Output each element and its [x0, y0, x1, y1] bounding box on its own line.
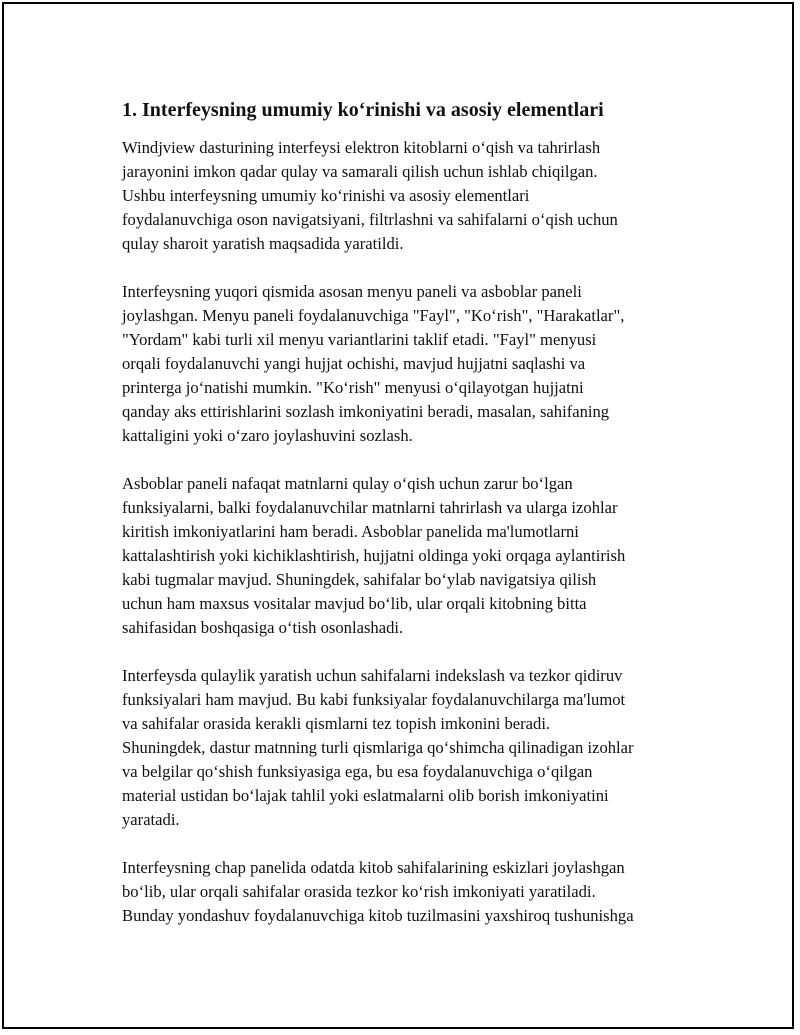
text-line: funksiyalarni, balki foydalanuvchilar matnlarni tahrirlash va ularga izohlar: [122, 498, 618, 517]
text-line: Shuningdek, dastur matnning turli qismlariga qo‘shimcha qilinadigan izohlar: [122, 738, 634, 757]
text-line: va sahifalar orasida kerakli qismlarni tez topish imkonini beradi.: [122, 714, 551, 733]
text-line: sahifasidan boshqasiga o‘tish osonlashadi.: [122, 618, 404, 637]
paragraph-1: [122, 136, 702, 256]
text-line: material ustidan bo‘lajak tahlil yoki eslatmalarni olib borish imkoniyatini: [122, 786, 609, 805]
text-line: Bunday yondashuv foydalanuvchiga kitob tuzilmasini yaxshiroq tushunishga: [122, 906, 634, 925]
text-line: foydalanuvchiga oson navigatsiyani, filtrlashni va sahifalarni o‘qish uchun: [122, 210, 618, 229]
text-line: uchun ham maxsus vositalar mavjud bo‘lib, ular orqali kitobning bitta: [122, 594, 587, 613]
text-line: printerga jo‘natishi mumkin. "Ko‘rish" menyusi o‘qilayotgan hujjatni: [122, 378, 584, 397]
text-line: qulay sharoit yaratish maqsadida yaratildi.: [122, 234, 404, 253]
text-line: kabi tugmalar mavjud. Shuningdek, sahifalar bo‘ylab navigatsiya qilish: [122, 570, 597, 589]
text-line: kiritish imkoniyatlarini ham beradi. Asboblar panelida ma'lumotlarni: [122, 522, 579, 541]
text-line: va belgilar qo‘shish funksiyasiga ega, bu esa foydalanuvchiga o‘qilgan: [122, 762, 593, 781]
text-line: jarayonini imkon qadar qulay va samarali qilish uchun ishlab chiqilgan.: [122, 162, 598, 181]
text-line: Windjview dasturining interfeysi elektron kitoblarni o‘qish va tahrirlash: [122, 138, 601, 157]
text-line: Ushbu interfeysning umumiy ko‘rinishi va asosiy elementlari: [122, 186, 530, 205]
document-body: [122, 96, 702, 952]
text-line: orqali foydalanuvchi yangi hujjat ochishi, mavjud hujjatni saqlashi va: [122, 354, 586, 373]
paragraph-2: [122, 280, 702, 448]
text-line: Interfeysning yuqori qismida asosan menyu paneli va asboblar paneli: [122, 282, 582, 301]
section-heading: 1. Interfeysning umumiy ko‘rinishi va asosiy elementlari: [122, 99, 604, 121]
paragraph-3: [122, 472, 702, 640]
page-frame: [2, 2, 794, 1029]
text-line: yaratadi.: [122, 810, 180, 829]
text-line: Interfeysning chap panelida odatda kitob sahifalarining eskizlari joylashgan: [122, 858, 625, 877]
text-line: "Yordam" kabi turli xil menyu variantlarini taklif etadi. "Fayl" menyusi: [122, 330, 597, 349]
text-line: Asboblar paneli nafaqat matnlarni qulay o‘qish uchun zarur bo‘lgan: [122, 474, 573, 493]
text-line: funksiyalari ham mavjud. Bu kabi funksiyalar foydalanuvchilarga ma'lumot: [122, 690, 626, 709]
text-line: bo‘lib, ular orqali sahifalar orasida tezkor ko‘rish imkoniyati yaratiladi.: [122, 882, 596, 901]
text-line: qanday aks ettirishlarini sozlash imkoniyatini beradi, masalan, sahifaning: [122, 402, 610, 421]
text-line: Interfeysda qulaylik yaratish uchun sahifalarni indekslash va tezkor qidiruv: [122, 666, 623, 685]
paragraph-5: [122, 856, 702, 928]
text-line: kattalashtirish yoki kichiklashtirish, hujjatni oldinga yoki orqaga aylantirish: [122, 546, 626, 565]
paragraph-4: [122, 664, 702, 832]
text-line: joylashgan. Menyu paneli foydalanuvchiga "Fayl", "Ko‘rish", "Harakatlar",: [122, 306, 625, 325]
text-line: kattaligini yoki o‘zaro joylashuvini sozlash.: [122, 426, 413, 445]
